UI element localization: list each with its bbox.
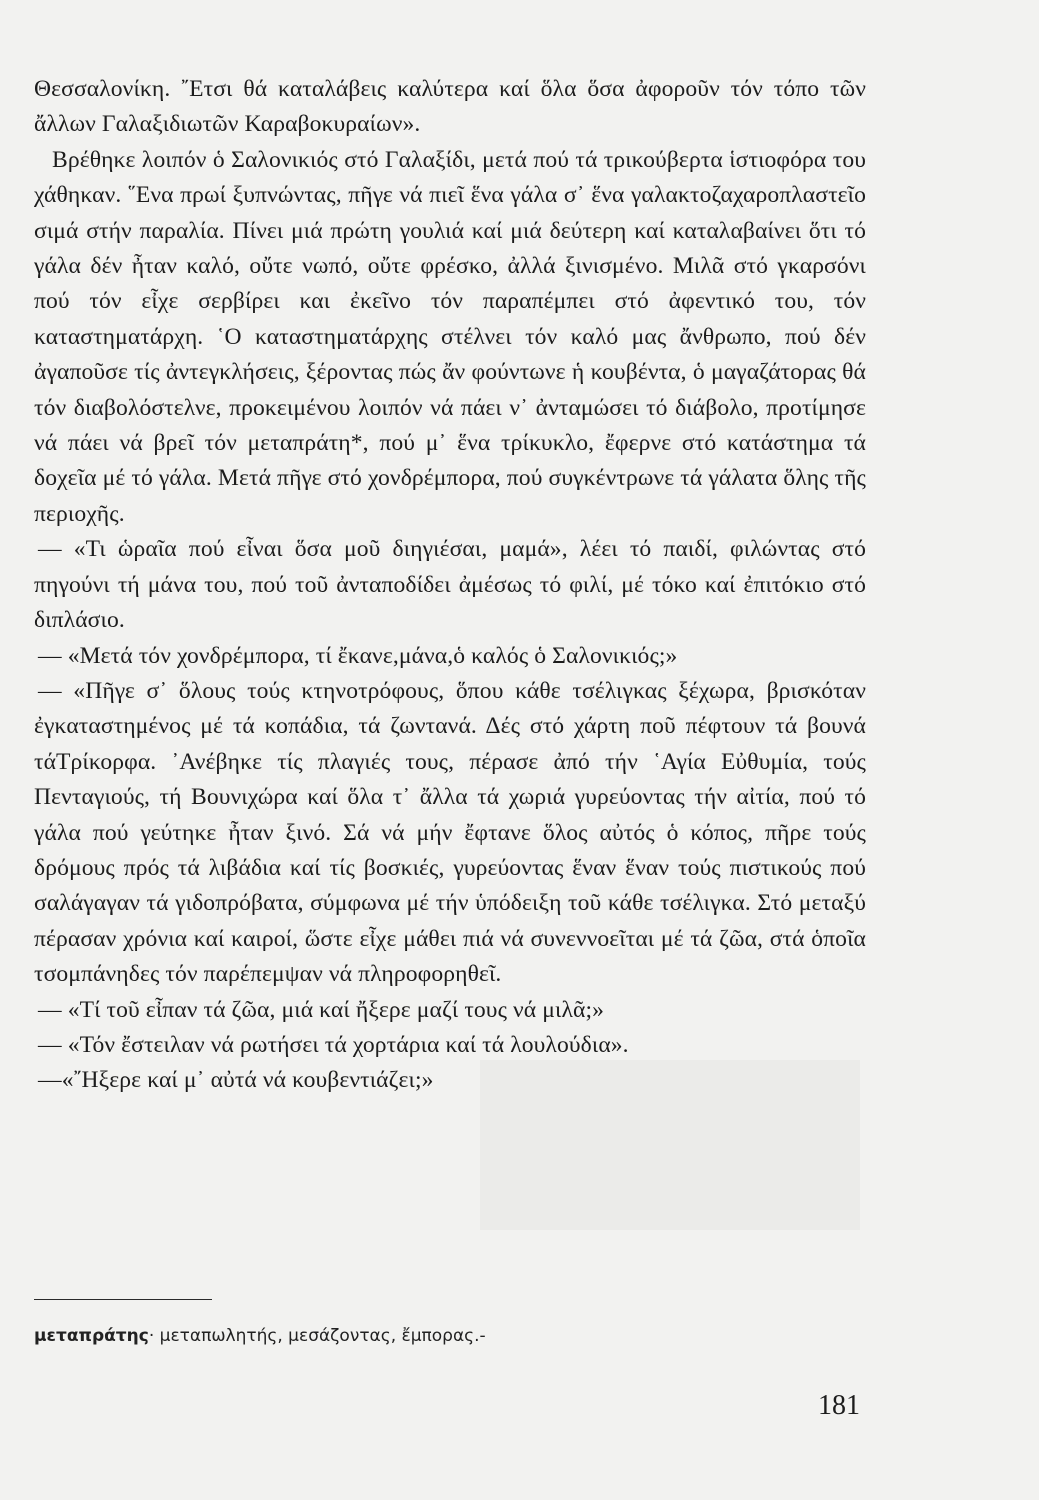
dialogue-line: — «Μετά τόν χονδρέμπορα, τί ἔκανε,μάνα,ὁ καλός ὁ Σαλονικιός;» [38,642,678,669]
footnote-definition: μεταπωλητής, μεσάζοντας, ἔμπορας.- [159,1326,486,1346]
dialogue-line: — «Πῆγε σ᾿ ὅλους τούς κτηνοτρόφους, ὅπου κάθε τσέλιγκας ξέχωρα, βρισκόταν ἐγκαταστημένος μέ τά κοπάδια, τά ζωντανά. Δές στό χάρτη ποῦ πέφτουν τά βουνά τάΤρίκορφα. ᾿Ανέβηκε τίς πλαγιές τους, πέρασε ἀπό τήν ῾Αγία Εὐθυμία, τούς Πενταγιούς, τή Βουνιχώρα καί ὅλα τ᾿ ἄλλα τά χωριά γυρεύοντας τήν αἰτία, πού τό γάλα πού γεύτηκε ἦταν ξινό. Σά νά μήν ἔφτανε ὅλος αὐτός ὁ κόπος, πῆρε τούς δρόμους πρός τά λιβάδια καί τίς βοσκιές, γυρεύοντας ἕναν ἕναν τούς πιστικούς πού σαλάγαγαν τά γιδοπρόβατα, σύμφωνα μέ τήν ὑπόδειξη τοῦ κάθε τσέλιγκα. Στό μεταξύ πέρασαν χρόνια καί καιροί, ὥστε εἶχε μάθει πιά νά συνεννοεῖται μέ τά ζῶα, στά ὁποῖα τσομπάνηδες τόν παρέπεμψαν νά πληροφορηθεῖ. [34,677,866,988]
dialogue-line: — «Τί τοῦ εἶπαν τά ζῶα, μιά καί ἤξερε μαζί τους νά μιλᾶ;» [38,996,604,1023]
paragraph: Θεσσαλονίκη. ῎Ετσι θά καταλάβεις καλύτερα καί ὅλα ὅσα ἀφοροῦν τόν τόπο τῶν ἄλλων Γαλαξιδιωτῶν Καραβοκυραίων». [34,76,866,138]
dialogue-line: —«῎Ηξερε καί μ᾿ αὐτά νά κουβεντιάζει;» [38,1067,434,1094]
footnote [34,1324,486,1348]
footnote-rule [34,1299,212,1300]
page-number: 181 [818,1390,860,1421]
footnote-term: μεταπράτης [34,1326,149,1346]
main-text [34,72,866,1099]
dialogue-line: — «Τόν ἔστειλαν νά ρωτήσει τά χορτάρια καί τά λουλούδια». [38,1031,629,1058]
footnote-colon: · [148,1326,155,1346]
dialogue-line: — «Τι ὡραῖα πού εἶναι ὅσα μοῦ διηγιέσαι, μαμά», λέει τό παιδί, φιλώντας στό πηγούνι τή μάνα του, πού τοῦ ἀνταποδίδει ἀμέσως τό φιλί, μέ τόκο καί ἐπιτόκιο στό διπλάσιο. [34,536,866,634]
paragraph: Βρέθηκε λοιπόν ὁ Σαλονικιός στό Γαλαξίδι, μετά πού τά τρικούβερτα ἱστιοφόρα του χάθηκαν. ῞Ενα πρωί ξυπνώντας, πῆγε νά πιεῖ ἕνα γάλα σ᾿ ἕνα γαλακτοζαχαροπλαστεῖο σιμά στήν παραλία. Πίνει μιά πρώτη γουλιά καί μιά δεύτερη καί καταλαβαίνει ὅτι τό γάλα δέν ἦταν καλό, οὔτε νωπό, οὔτε φρέσκο, ἀλλά ξινισμένο. Μιλᾶ στό γκαρσόνι πού τόν εἶχε σερβίρει και ἐκεῖνο τόν παραπέμπει στό ἀφεντικό του, τόν καταστηματάρχη. ῾Ο καταστηματάρχης στέλνει τόν καλό μας ἄνθρωπο, πού δέν ἀγαποῦσε τίς ἀντεγκλήσεις, ξέροντας πώς ἄν φούντωνε ἡ κουβέντα, ὁ μαγαζάτορας θά τόν διαβολόστελνε, προκειμένου λοιπόν νά πάει ν᾿ ἀνταμώσει τό διάβολο, προτίμησε νά πάει νά βρεῖ τόν μεταπράτη*, πού μ᾿ ἕνα τρίκυκλο, ἔφερνε στό κατάστημα τά δοχεῖα μέ τό γάλα. Μετά πῆγε στό χονδρέμπορα, πού συγκέντρωνε τά γάλατα ὅλης τῆς περιοχῆς. [34,146,866,527]
